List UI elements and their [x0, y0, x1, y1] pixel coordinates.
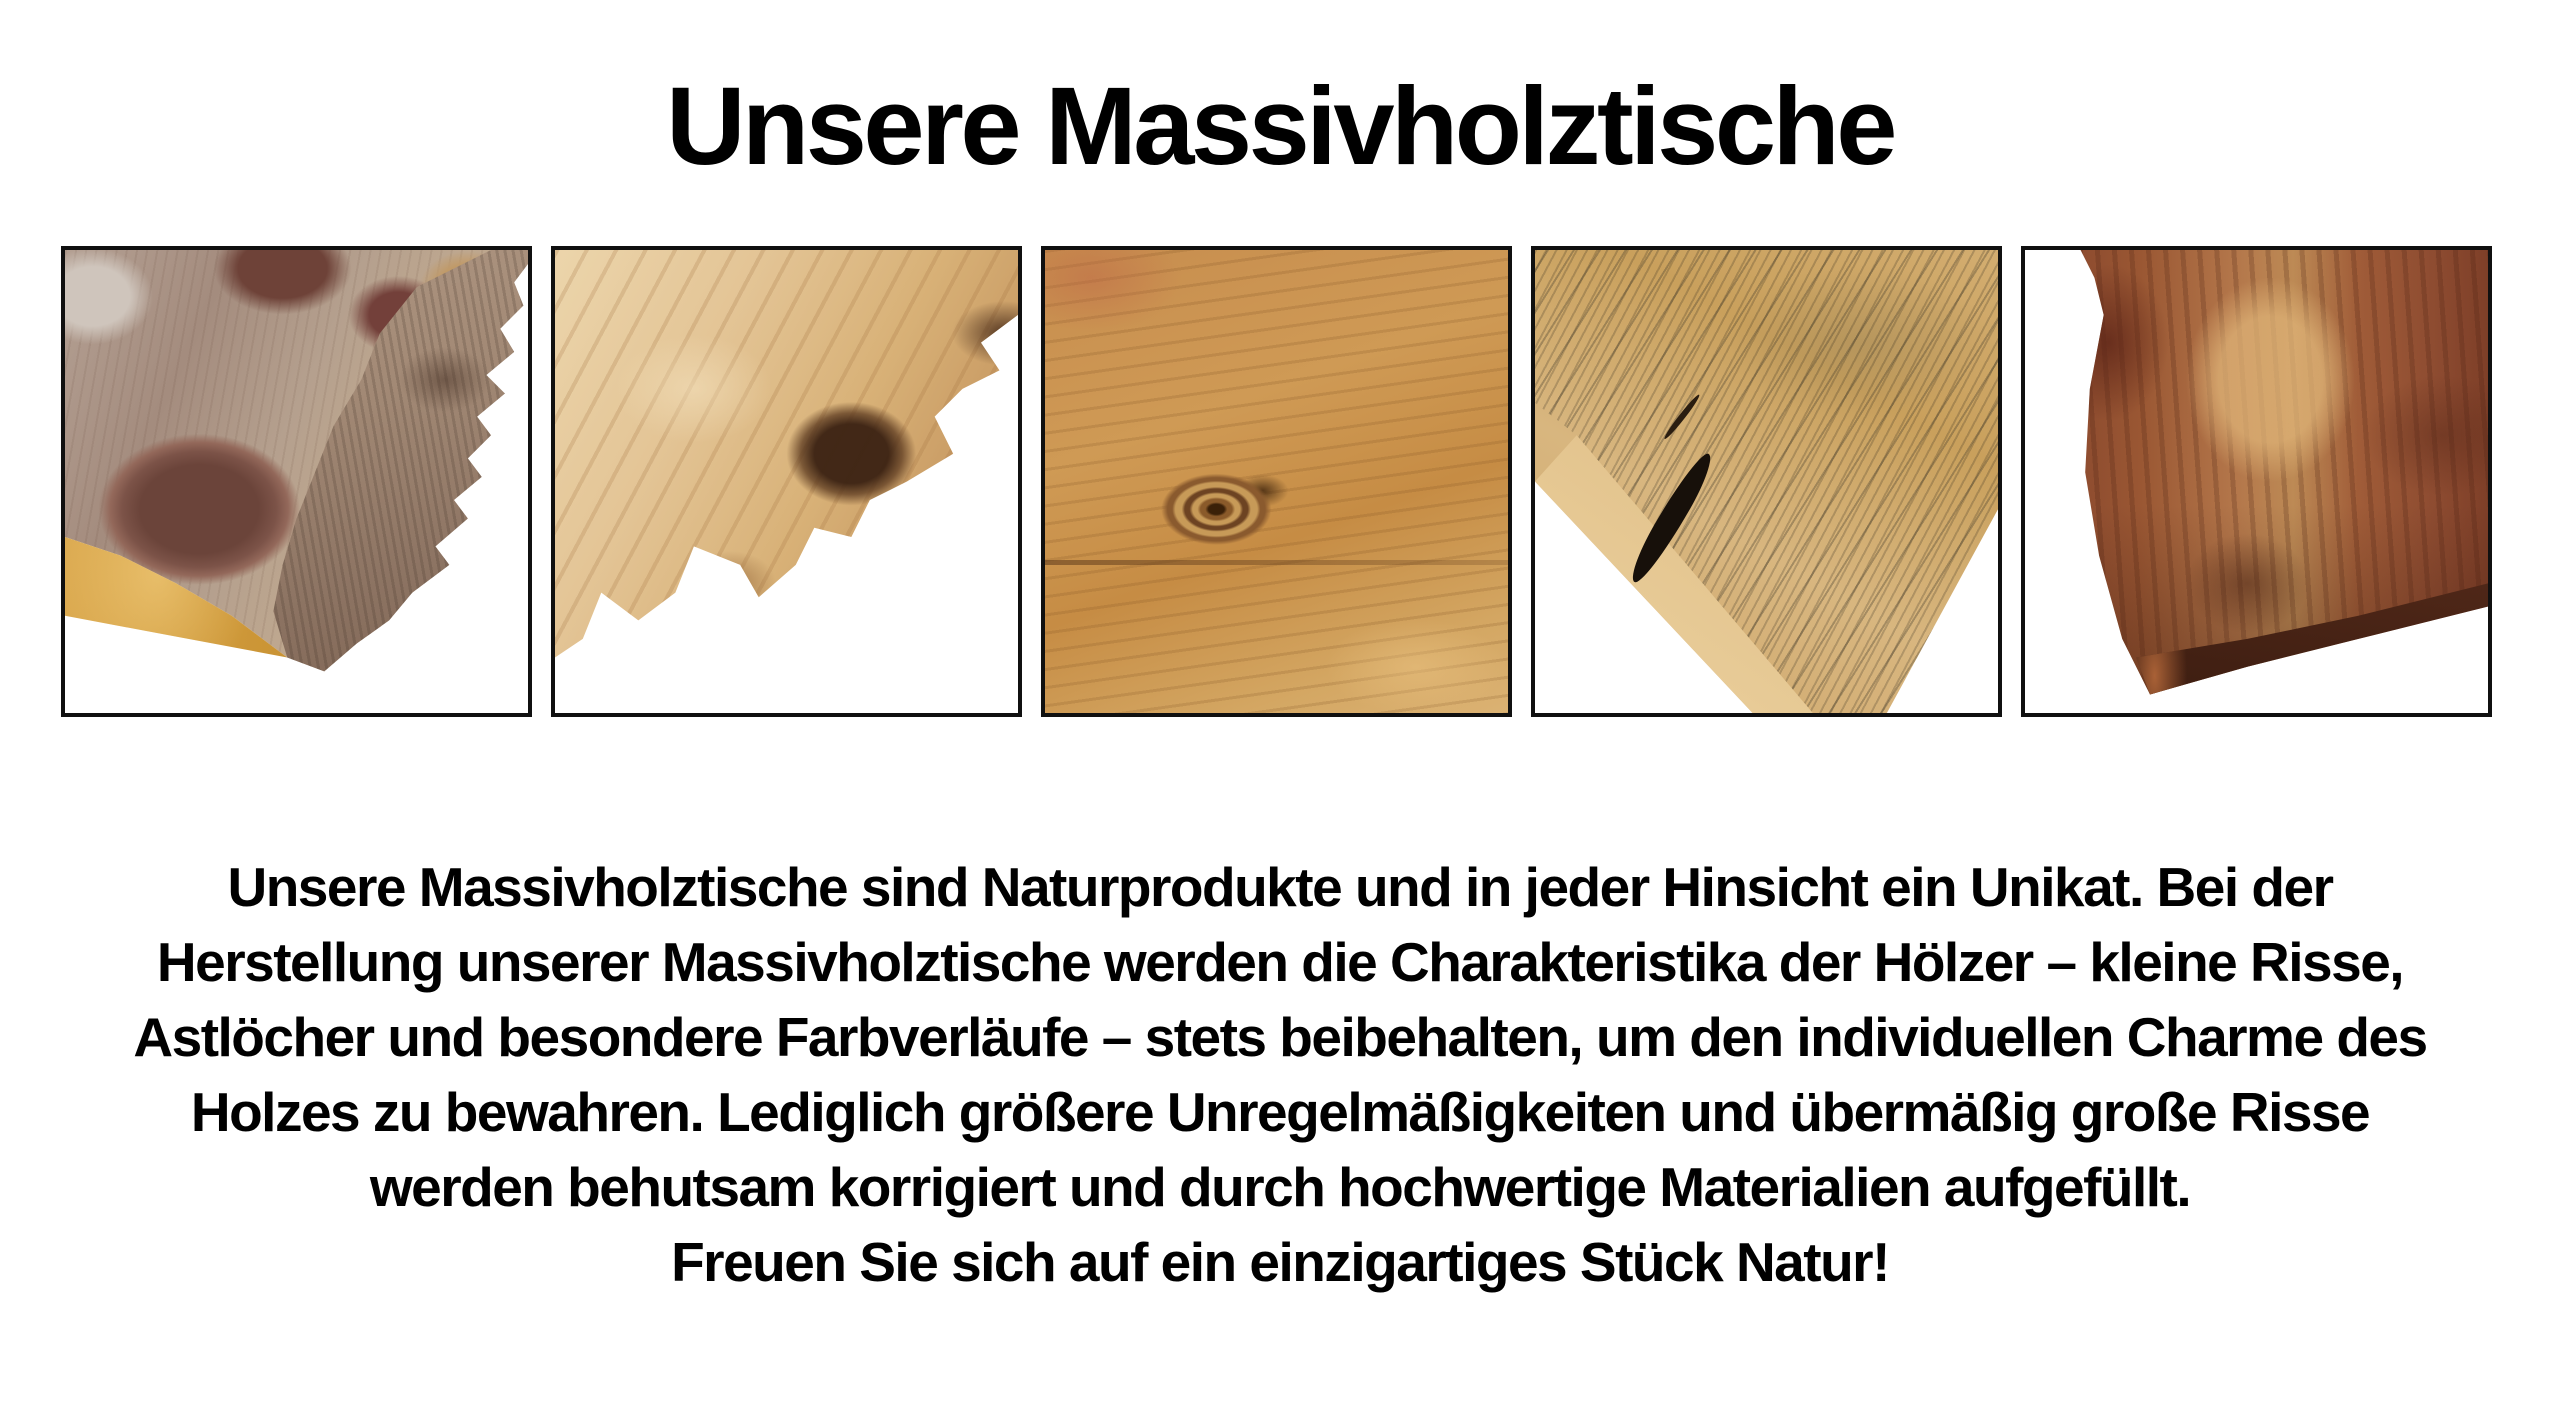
wood-plank-seam [1045, 560, 1508, 565]
wood-photo-1 [61, 246, 532, 717]
description-text [0, 850, 2560, 1300]
wood-photo-2 [551, 246, 1022, 717]
wood-photo-4 [1531, 246, 2002, 717]
wood-top-surface [555, 250, 1018, 713]
description-line: Unsere Massivholztische sind Naturprodukte und in jeder Hinsicht ein Unikat. Bei der [227, 856, 2333, 918]
description-line: Holzes zu bewahren. Lediglich größere Unregelmäßigkeiten und übermäßig große Risse [190, 1081, 2370, 1143]
wood-top-surface [1045, 250, 1508, 713]
page-title: Unsere Massivholztische [666, 65, 1894, 188]
description-line: Astlöcher und besondere Farbverläufe – stets beibehalten, um den individuellen Charme des [133, 1006, 2427, 1068]
description-line: Herstellung unserer Massivholztische werden die Charakteristika der Hölzer – kleine Risse, [156, 931, 2404, 993]
wood-image-gallery [61, 246, 2499, 717]
description-line: werden behutsam korrigiert und durch hochwertige Materialien aufgefüllt. [369, 1156, 2191, 1218]
wood-photo-5 [2021, 246, 2492, 717]
description-line: Freuen Sie sich auf ein einzigartiges Stück Natur! [671, 1231, 1889, 1293]
wood-photo-3 [1041, 246, 1512, 717]
